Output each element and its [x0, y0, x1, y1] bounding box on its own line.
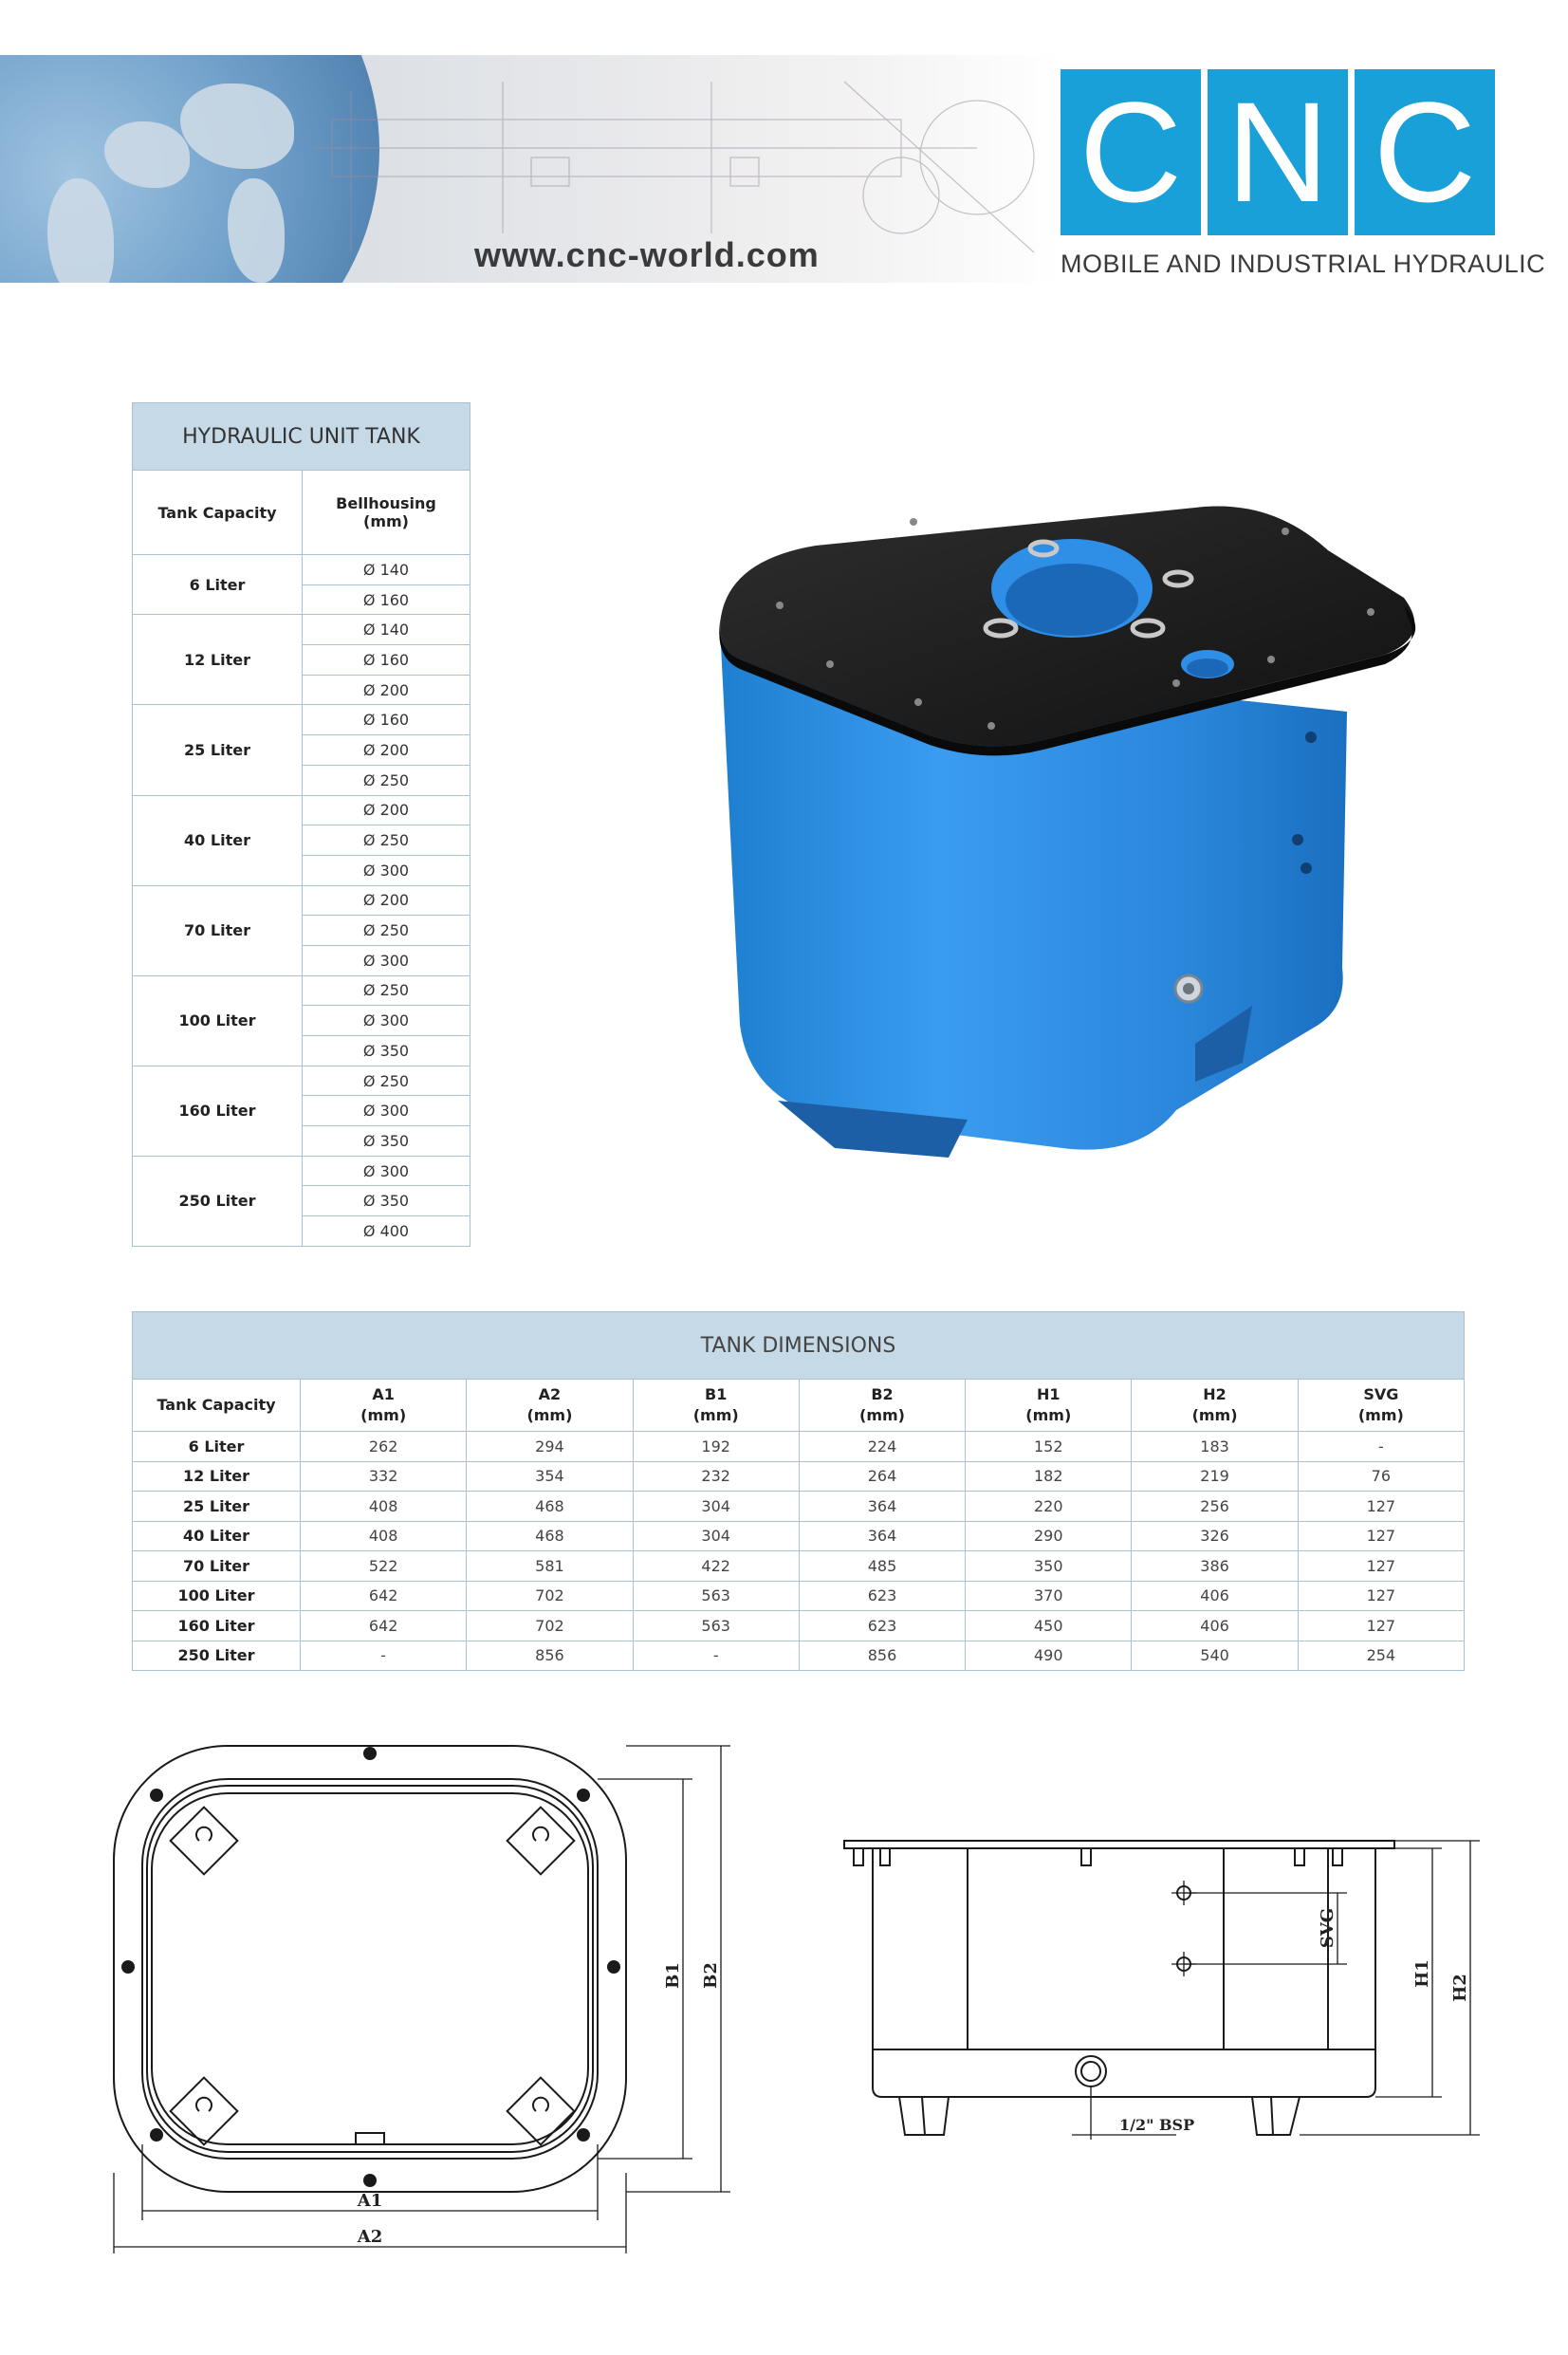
dimension-cell: 127: [1298, 1611, 1464, 1641]
table-row: [133, 975, 470, 1006]
dimension-cell: -: [1298, 1432, 1464, 1462]
capacity-cell: 25 Liter: [133, 705, 303, 795]
table-row: [133, 555, 470, 585]
bellhousing-cell: Ø 160: [303, 645, 470, 676]
table-row: [133, 1611, 1465, 1641]
table-row: [133, 1066, 470, 1096]
label-b1: B1: [663, 1962, 683, 1989]
hydraulic-unit-tank-table: [132, 402, 470, 1247]
label-b2: B2: [701, 1962, 721, 1989]
col-header: [467, 1380, 633, 1432]
col-header: [1298, 1380, 1464, 1432]
dimension-cell: 623: [799, 1581, 965, 1611]
col-header: [1132, 1380, 1298, 1432]
capacity-cell: 70 Liter: [133, 1551, 301, 1582]
header-banner: [0, 55, 1568, 283]
capacity-cell: 12 Liter: [133, 1461, 301, 1492]
bellhousing-cell: Ø 300: [303, 1096, 470, 1126]
dimension-cell: 127: [1298, 1581, 1464, 1611]
dimension-cell: 127: [1298, 1492, 1464, 1522]
dimension-cell: 326: [1132, 1521, 1298, 1551]
dimension-cell: 350: [966, 1551, 1132, 1582]
bellhousing-cell: Ø 300: [303, 945, 470, 975]
col-name: A1: [372, 1385, 395, 1403]
col-header: [799, 1380, 965, 1432]
col-unit: (mm): [692, 1406, 739, 1424]
col-header: [966, 1380, 1132, 1432]
bellhousing-cell: Ø 350: [303, 1186, 470, 1216]
dimension-cell: 290: [966, 1521, 1132, 1551]
dimension-cell: 262: [301, 1432, 467, 1462]
dimension-cell: 232: [633, 1461, 799, 1492]
table-row: [133, 1432, 1465, 1462]
col-header: [301, 1380, 467, 1432]
col-name: H1: [1037, 1385, 1061, 1403]
bellhousing-cell: Ø 300: [303, 855, 470, 885]
bellhousing-cell: Ø 160: [303, 584, 470, 615]
dimension-cell: 254: [1298, 1641, 1464, 1671]
dimension-cell: 642: [301, 1581, 467, 1611]
dimension-cell: 220: [966, 1492, 1132, 1522]
dimension-cell: 408: [301, 1492, 467, 1522]
dimension-cell: 702: [467, 1611, 633, 1641]
col-name: SVG: [1363, 1385, 1399, 1403]
dimension-cell: 702: [467, 1581, 633, 1611]
bellhousing-cell: Ø 350: [303, 1036, 470, 1066]
label-h2: H2: [1450, 1974, 1470, 2002]
website-url: www.cnc-world.com: [474, 235, 820, 274]
dimension-cell: 332: [301, 1461, 467, 1492]
col-bellhousing: Bellhousing (mm): [303, 471, 470, 555]
bellhousing-cell: Ø 250: [303, 765, 470, 795]
col-header: [633, 1380, 799, 1432]
capacity-cell: 250 Liter: [133, 1156, 303, 1246]
dimension-cell: 294: [467, 1432, 633, 1462]
dimension-cell: 152: [966, 1432, 1132, 1462]
lid-plate: [844, 1841, 1394, 1848]
table-row: [133, 705, 470, 735]
col-unit: (mm): [1191, 1406, 1238, 1424]
table-row: [133, 1461, 1465, 1492]
col-name: B2: [871, 1385, 894, 1403]
dimension-cell: 468: [467, 1492, 633, 1522]
logo-letter-2: N: [1208, 69, 1348, 235]
capacity-cell: 6 Liter: [133, 555, 303, 615]
dimension-cell: 127: [1298, 1521, 1464, 1551]
dimension-cell: 450: [966, 1611, 1132, 1641]
bellhousing-cell: Ø 350: [303, 1126, 470, 1157]
banner-background: [0, 55, 1062, 283]
col-name: B1: [705, 1385, 728, 1403]
bellhousing-cell: Ø 250: [303, 916, 470, 946]
dimension-cell: 408: [301, 1521, 467, 1551]
dimension-cell: 364: [799, 1492, 965, 1522]
col-unit: (mm): [1357, 1406, 1404, 1424]
dimension-cell: 856: [799, 1641, 965, 1671]
tank-photo: [664, 493, 1442, 1177]
capacity-cell: 40 Liter: [133, 1521, 301, 1551]
tank-dimensions-table: [132, 1311, 1465, 1671]
table-row: [133, 1156, 470, 1186]
dim-table-title: TANK DIMENSIONS: [133, 1312, 1465, 1380]
table-row: [133, 615, 470, 645]
capacity-cell: 25 Liter: [133, 1492, 301, 1522]
dimension-cell: 183: [1132, 1432, 1298, 1462]
table-row: [133, 1581, 1465, 1611]
bellhousing-cell: Ø 140: [303, 615, 470, 645]
dimension-cell: 563: [633, 1611, 799, 1641]
dimension-cell: 304: [633, 1492, 799, 1522]
dimension-cell: 563: [633, 1581, 799, 1611]
dimension-cell: 522: [301, 1551, 467, 1582]
capacity-cell: 40 Liter: [133, 795, 303, 885]
bellhousing-cell: Ø 200: [303, 885, 470, 916]
label-port: 1/2" BSP: [1119, 2116, 1195, 2134]
bellhousing-cell: Ø 200: [303, 735, 470, 766]
dimension-cell: 182: [966, 1461, 1132, 1492]
dimension-cell: 224: [799, 1432, 965, 1462]
label-h1: H1: [1412, 1959, 1432, 1988]
bellhousing-cell: Ø 250: [303, 1066, 470, 1096]
logo-letter-3: C: [1355, 69, 1495, 235]
corner-feet: [171, 1808, 575, 2145]
dimension-cell: 192: [633, 1432, 799, 1462]
dimension-cell: 219: [1132, 1461, 1298, 1492]
dimension-cell: 386: [1132, 1551, 1298, 1582]
label-a2: A2: [357, 2227, 383, 2247]
capacity-cell: 160 Liter: [133, 1611, 301, 1641]
logo-letter-1: C: [1061, 69, 1201, 235]
dimension-cell: 354: [467, 1461, 633, 1492]
dimension-cell: 540: [1132, 1641, 1298, 1671]
capacity-cell: 6 Liter: [133, 1432, 301, 1462]
table-row: [133, 1551, 1465, 1582]
bellhousing-cell: Ø 160: [303, 705, 470, 735]
unit-table-title: HYDRAULIC UNIT TANK: [133, 403, 470, 471]
col-tank-capacity: Tank Capacity: [133, 1380, 301, 1432]
dimension-cell: 304: [633, 1521, 799, 1551]
dimension-cell: 406: [1132, 1611, 1298, 1641]
capacity-cell: 250 Liter: [133, 1641, 301, 1671]
dimension-cell: 642: [301, 1611, 467, 1641]
dimension-cell: -: [301, 1641, 467, 1671]
outer-flange: [114, 1746, 626, 2192]
dimension-cell: 76: [1298, 1461, 1464, 1492]
label-svg: SVG: [1318, 1907, 1337, 1949]
capacity-cell: 160 Liter: [133, 1066, 303, 1156]
dimension-cell: 370: [966, 1581, 1132, 1611]
dimension-cell: 856: [467, 1641, 633, 1671]
dimension-cell: 256: [1132, 1492, 1298, 1522]
col-unit: (mm): [526, 1406, 573, 1424]
table-row: [133, 1521, 1465, 1551]
bellhousing-cell: Ø 300: [303, 1006, 470, 1036]
bellhousing-cell: Ø 140: [303, 555, 470, 585]
col-name: H2: [1203, 1385, 1227, 1403]
bellhousing-cell: Ø 250: [303, 975, 470, 1006]
col-unit: (mm): [360, 1406, 407, 1424]
bellhousing-cell: Ø 400: [303, 1216, 470, 1247]
dimension-cell: 364: [799, 1521, 965, 1551]
bellhousing-cell: Ø 300: [303, 1156, 470, 1186]
dimension-cell: -: [633, 1641, 799, 1671]
table-row: [133, 885, 470, 916]
bellhousing-cell: Ø 200: [303, 675, 470, 705]
dimension-cell: 264: [799, 1461, 965, 1492]
dimension-cell: 422: [633, 1551, 799, 1582]
logo-tagline: MOBILE AND INDUSTRIAL HYDRAULIC: [1061, 250, 1546, 278]
table-row: [133, 795, 470, 825]
col-tank-capacity: Tank Capacity: [133, 471, 303, 555]
col-unit: (mm): [859, 1406, 905, 1424]
table-row: [133, 1641, 1465, 1671]
bellhousing-cell: Ø 250: [303, 825, 470, 856]
dimension-cell: 468: [467, 1521, 633, 1551]
dimension-cell: 581: [467, 1551, 633, 1582]
side-view-drawing: [835, 1822, 1499, 2163]
dimension-cell: 406: [1132, 1581, 1298, 1611]
col-unit: (mm): [1025, 1406, 1072, 1424]
col-name: A2: [538, 1385, 562, 1403]
top-view-drawing: [104, 1727, 749, 2258]
dimension-cell: 490: [966, 1641, 1132, 1671]
capacity-cell: 100 Liter: [133, 975, 303, 1066]
capacity-cell: 100 Liter: [133, 1581, 301, 1611]
table-row: [133, 1492, 1465, 1522]
capacity-cell: 12 Liter: [133, 615, 303, 705]
label-a1: A1: [357, 2191, 383, 2211]
dimension-cell: 485: [799, 1551, 965, 1582]
capacity-cell: 70 Liter: [133, 885, 303, 975]
bellhousing-cell: Ø 200: [303, 795, 470, 825]
dimension-cell: 623: [799, 1611, 965, 1641]
dimension-cell: 127: [1298, 1551, 1464, 1582]
